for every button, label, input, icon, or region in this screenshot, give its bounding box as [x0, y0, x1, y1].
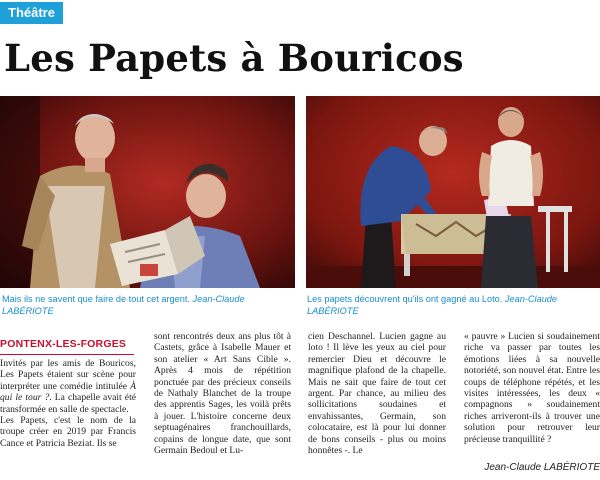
play-title: À qui le tour ?	[0, 380, 136, 404]
section-tag[interactable]: Théâtre	[0, 2, 63, 24]
article-column-1	[0, 358, 136, 449]
article-column-4	[464, 331, 600, 445]
caption-credit: Jean-Claude LABÉRIOTE	[2, 294, 245, 316]
caption-text: Les papets découvrent qu'ils ont gagné au Loto.	[307, 294, 503, 304]
article-paragraph: sont rencontrés deux ans plus tôt à Castets, grâce à Isabelle Mauer et son atelier « Art Sans Cible ». Après 4 mois de répétition ponctuée par des précieux conseils de Nathaly Blanchet de la troupe des apprentis Sages, les voilà prêts à jouer. L'histoire concerne deux septuagénaires franchouillards, copains de longue date, que sont Germain Bedoul et Lu-	[154, 331, 291, 457]
photo-right	[306, 96, 600, 288]
article-paragraph: cien Deschannel. Lucien gagne au loto ! Il lève les yeux au ciel pour remercier Dieu et découvre le magnifique plafond de la chapelle. Mais ne sait que faire de tout cet argent. Par chance, au milieu des sollicitations soudaines et envahissantes, Germain, son colocataire, est là pour lui donner de bons conseils - plus ou moins honnêtes -. Le	[308, 331, 446, 457]
article-headline: Les Papets à Bouricos	[4, 36, 464, 80]
author-signature: Jean-Claude LABÉRIOTE	[484, 462, 600, 473]
article-paragraph: « pauvre » Lucien si soudainement riche va passer par toutes les émotions liées à sa nouvelle notoriété, son nouvel état. Entre les coups de téléphone répétés, et les visites intéressées, les deux « compagnons » soudainement riches arriveront-ils à trouver une solution pour retrouver leur précieuse tranquillité ?	[464, 331, 600, 445]
stage-photo-right-image	[306, 96, 600, 288]
stage-photo-left-image	[0, 96, 295, 288]
article-column-3	[308, 331, 446, 456]
caption-credit: Jean-Claude LABÉRIOTE	[307, 294, 558, 316]
dateline: PONTENX-LES-FORGES	[0, 338, 127, 350]
photo-caption-right	[307, 293, 599, 317]
text-run: Invités par les amis de Bouricos, Les Papets étaient sur scène pour interpréter une comédie intitulée	[0, 358, 136, 392]
article-column-2	[154, 331, 291, 456]
article-paragraph: Les Papets, c'est le nom de la troupe créer en 2019 par Francis Cance et Patricia Beziat. Ils se	[0, 415, 136, 449]
caption-text: Mais ils ne savent que faire de tout cet argent.	[2, 294, 190, 304]
photo-left	[0, 96, 295, 288]
article-paragraph	[0, 358, 136, 415]
photo-caption-left	[2, 293, 292, 317]
text-run: . La chapelle avait été transformée en salle de spectacle.	[0, 392, 136, 415]
